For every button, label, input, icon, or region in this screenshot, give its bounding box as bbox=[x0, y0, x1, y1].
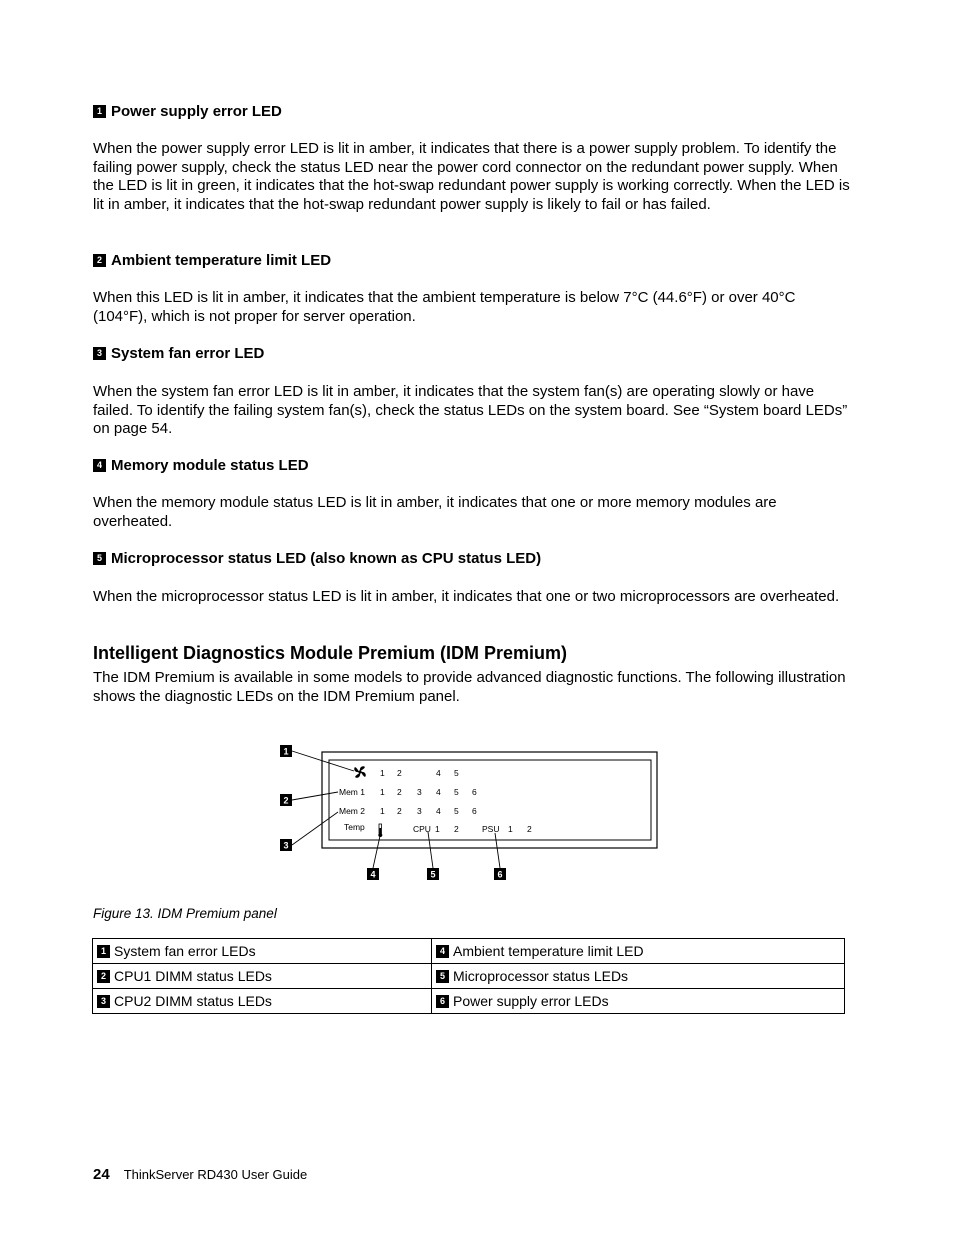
figure-legend-table bbox=[92, 938, 845, 1014]
cpu-led-label: 2 bbox=[454, 824, 459, 834]
page-number: 24 bbox=[93, 1166, 110, 1183]
cpu-led-label: 1 bbox=[435, 824, 440, 834]
mem2-label: Mem 2 bbox=[339, 806, 365, 816]
callout-3 bbox=[280, 839, 292, 851]
mem1-led-row bbox=[339, 787, 477, 797]
callout-badge: 4 bbox=[93, 459, 106, 472]
svg-text:4: 4 bbox=[370, 869, 376, 880]
callout-6 bbox=[494, 868, 506, 880]
callout-1 bbox=[280, 745, 292, 757]
section-title: Ambient temperature limit LED bbox=[111, 252, 332, 269]
svg-text:1: 1 bbox=[283, 746, 289, 757]
legend-text: System fan error LEDs bbox=[114, 943, 256, 959]
table-row bbox=[93, 989, 845, 1014]
cpu-label: CPU bbox=[413, 824, 431, 834]
callout-4 bbox=[367, 868, 379, 880]
mem1-led-label: 1 bbox=[380, 787, 385, 797]
callout-badge: 5 bbox=[93, 552, 106, 565]
section-title: Microprocessor status LED (also known as CPU status LED) bbox=[111, 550, 542, 567]
legend-text: Microprocessor status LEDs bbox=[453, 968, 629, 984]
section-title: Power supply error LED bbox=[111, 103, 282, 120]
section-heading-ambient-temp bbox=[93, 252, 331, 270]
page-footer bbox=[93, 1166, 307, 1183]
table-row bbox=[93, 939, 845, 964]
legend-text: CPU1 DIMM status LEDs bbox=[114, 968, 272, 984]
fan-led-label: 1 bbox=[380, 768, 385, 778]
fan-led-label: 4 bbox=[436, 768, 441, 778]
section-heading-system-fan bbox=[93, 345, 264, 363]
mem1-led-label: 3 bbox=[417, 787, 422, 797]
psu-led-label: 2 bbox=[527, 824, 532, 834]
section-body-ambient-temp: When this LED is lit in amber, it indicates that the ambient temperature is below 7°C (44.6°F) or over 40°C (104°F), which is not proper for server operation. bbox=[93, 289, 796, 325]
section-heading-microprocessor bbox=[93, 550, 541, 568]
mem2-led-label: 4 bbox=[436, 806, 441, 816]
legend-cell bbox=[93, 989, 432, 1014]
mem1-led-label: 5 bbox=[454, 787, 459, 797]
legend-text: Ambient temperature limit LED bbox=[453, 943, 644, 959]
bottom-led-row bbox=[344, 822, 532, 834]
section-body-power-supply: When the power supply error LED is lit in amber, it indicates that there is a power supply problem. To identify the failing power supply, check the status LED near the power cord connector on the redundant power supply. When the LED is lit in green, it indicates that the hot-swap redundant power supply is working correctly. When the LED is lit in amber, it indicates that the hot-swap redundant power supply is likely to fail or has failed. bbox=[93, 140, 850, 213]
mem1-led-label: 2 bbox=[397, 787, 402, 797]
svg-text:6: 6 bbox=[497, 869, 503, 880]
mem1-led-label: 4 bbox=[436, 787, 441, 797]
idm-panel-figure bbox=[276, 740, 666, 890]
callout-badge: 1 bbox=[97, 945, 110, 958]
section-title: Memory module status LED bbox=[111, 457, 309, 474]
legend-cell bbox=[93, 964, 432, 989]
thermometer-icon bbox=[378, 824, 382, 837]
section-body-microprocessor: When the microprocessor status LED is lit in amber, it indicates that one or two microprocessors are overheated. bbox=[93, 588, 840, 605]
legend-cell bbox=[93, 939, 432, 964]
section-body-system-fan: When the system fan error LED is lit in amber, it indicates that the system fan(s) are operating slowly or have failed. To identify the failing system fan(s), check the status LEDs on the system board. See “System board LEDs” on page 54. bbox=[93, 383, 848, 438]
mem2-led-row bbox=[339, 806, 477, 816]
mem2-led-label: 2 bbox=[397, 806, 402, 816]
legend-cell bbox=[432, 989, 845, 1014]
idm-heading: Intelligent Diagnostics Module Premium (IDM Premium) bbox=[93, 643, 568, 663]
callout-badge: 1 bbox=[93, 105, 106, 118]
table-row bbox=[93, 964, 845, 989]
svg-text:3: 3 bbox=[283, 840, 289, 851]
legend-cell bbox=[432, 939, 845, 964]
fan-led-row bbox=[380, 768, 459, 778]
mem2-led-label: 3 bbox=[417, 806, 422, 816]
fan-led-label: 5 bbox=[454, 768, 459, 778]
mem2-led-label: 5 bbox=[454, 806, 459, 816]
idm-intro: The IDM Premium is available in some models to provide advanced diagnostic functions. The following illustration shows the diagnostic LEDs on the IDM Premium panel. bbox=[93, 669, 846, 705]
legend-cell bbox=[432, 964, 845, 989]
section-title: System fan error LED bbox=[111, 345, 265, 362]
legend-text: Power supply error LEDs bbox=[453, 993, 609, 1009]
svg-text:2: 2 bbox=[283, 795, 289, 806]
callout-badge: 3 bbox=[93, 347, 106, 360]
callout-badge: 6 bbox=[436, 995, 449, 1008]
section-heading-memory bbox=[93, 457, 309, 475]
psu-label: PSU bbox=[482, 824, 500, 834]
mem2-led-label: 1 bbox=[380, 806, 385, 816]
section-heading-power-supply bbox=[93, 103, 282, 121]
mem2-led-label: 6 bbox=[472, 806, 477, 816]
callout-5 bbox=[427, 868, 439, 880]
callout-badge: 2 bbox=[93, 254, 106, 267]
mem1-led-label: 6 bbox=[472, 787, 477, 797]
temp-label: Temp bbox=[344, 822, 365, 832]
callout-badge: 2 bbox=[97, 970, 110, 983]
callout-badge: 4 bbox=[436, 945, 449, 958]
fan-icon bbox=[354, 766, 366, 778]
figure-caption: Figure 13. IDM Premium panel bbox=[93, 906, 277, 921]
footer-title: ThinkServer RD430 User Guide bbox=[123, 1167, 308, 1182]
svg-text:5: 5 bbox=[430, 869, 436, 880]
mem1-label: Mem 1 bbox=[339, 787, 365, 797]
callout-badge: 3 bbox=[97, 995, 110, 1008]
section-body-memory: When the memory module status LED is lit in amber, it indicates that one or more memory modules are overheated. bbox=[93, 494, 777, 530]
leader-lines bbox=[292, 751, 500, 868]
psu-led-label: 1 bbox=[508, 824, 513, 834]
fan-led-label: 2 bbox=[397, 768, 402, 778]
callout-2 bbox=[280, 794, 292, 806]
callout-badge: 5 bbox=[436, 970, 449, 983]
legend-text: CPU2 DIMM status LEDs bbox=[114, 993, 272, 1009]
